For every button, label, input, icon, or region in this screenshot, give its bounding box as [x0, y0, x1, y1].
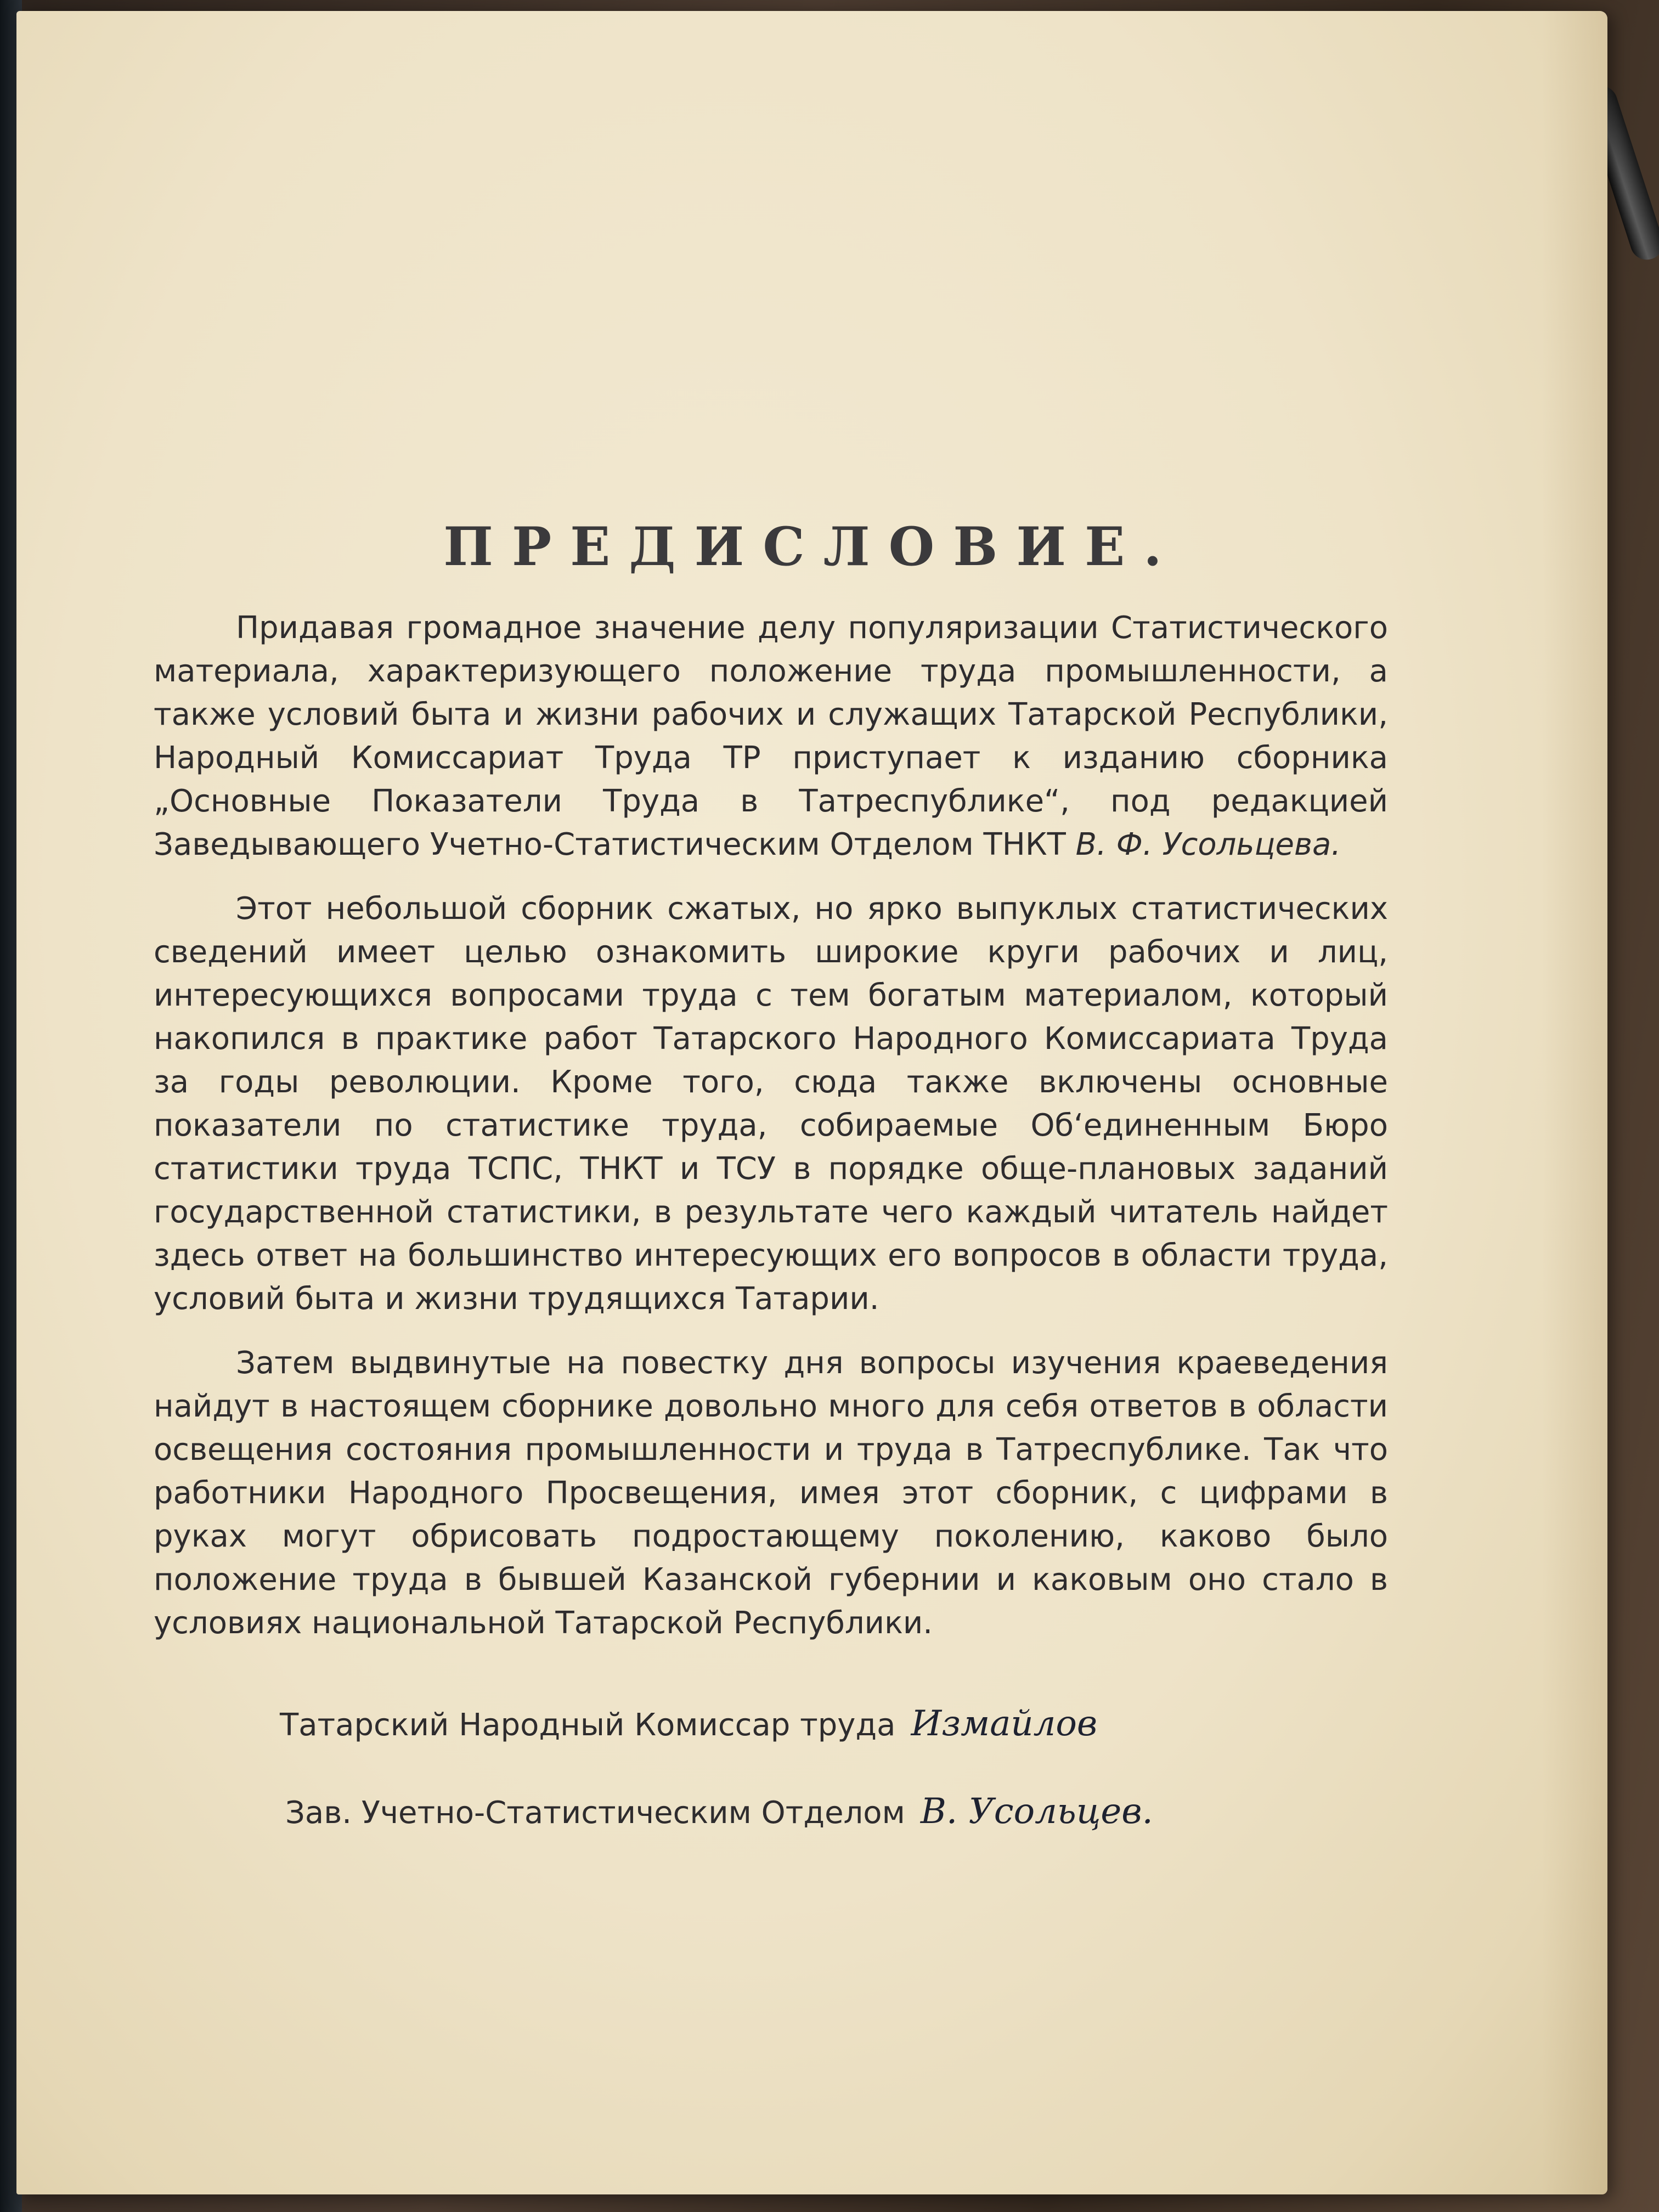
signature-commissar [280, 1703, 1097, 1744]
paragraph-3: Затем выдвинутые на повестку дня вопросы изучения краеведения найдут в настоящем сборнике довольно много для себя ответов в области освещения состояния промышленности и труда в Татреспублике. Так что работники Народного Просвещения, имея этот сборник, с цифрами в руках могут обрисовать подростающему поколению, каково было положение труда в бывшей Казанской губернии и каковым оно стало в условиях национальной Татарской Республики. [154, 1345, 1388, 1641]
preface-body [154, 606, 1388, 1666]
signature-department-head [285, 1791, 1153, 1832]
signature-commissar-title: Татарский Народный Комиссар труда [280, 1707, 896, 1743]
paragraph-1-text: Придавая громадное значение делу популяризации Статистического материала, характеризующего положение труда промышленности, а также условий быта и жизни рабочих и служащих Татарской Республики, Народный Комиссариат Труда ТР приступает к изданию сборника „Основные Показатели Труда в Татреспублике“, под редакцией Заведывающего Учетно-Статистическим Отделом ТНКТ [154, 610, 1388, 862]
signature-commissar-name: Измайлов [911, 1703, 1098, 1744]
page-title: ПРЕДИСЛОВИЕ. [443, 516, 1181, 578]
signature-department-head-title: Зав. Учетно-Статистическим Отделом [285, 1795, 905, 1831]
paragraph-1 [154, 606, 1388, 866]
editor-name: В. Ф. Усольцева. [1075, 827, 1341, 862]
signature-department-head-name: В. Усольцев. [920, 1791, 1153, 1832]
paragraph-2: Этот небольшой сборник сжатых, но ярко выпуклых статистических сведений имеет целью ознакомить широкие круги рабочих и лиц, интересующихся вопросами труда с тем богатым материалом, который накопился в практике работ Татарского Народного Комиссариата Труда за годы революции. Кроме того, сюда также включены основные показатели по статистике труда, собираемые Об‘единенным Бюро статистики труда ТСПС, ТНКТ и ТСУ в порядке обще-плановых заданий государственной статистики, в результате чего каждый читатель найдет здесь ответ на большинство интересующих его вопросов в области труда, условий быта и жизни трудящихся Татарии. [154, 891, 1388, 1317]
document-page [16, 11, 1607, 2194]
